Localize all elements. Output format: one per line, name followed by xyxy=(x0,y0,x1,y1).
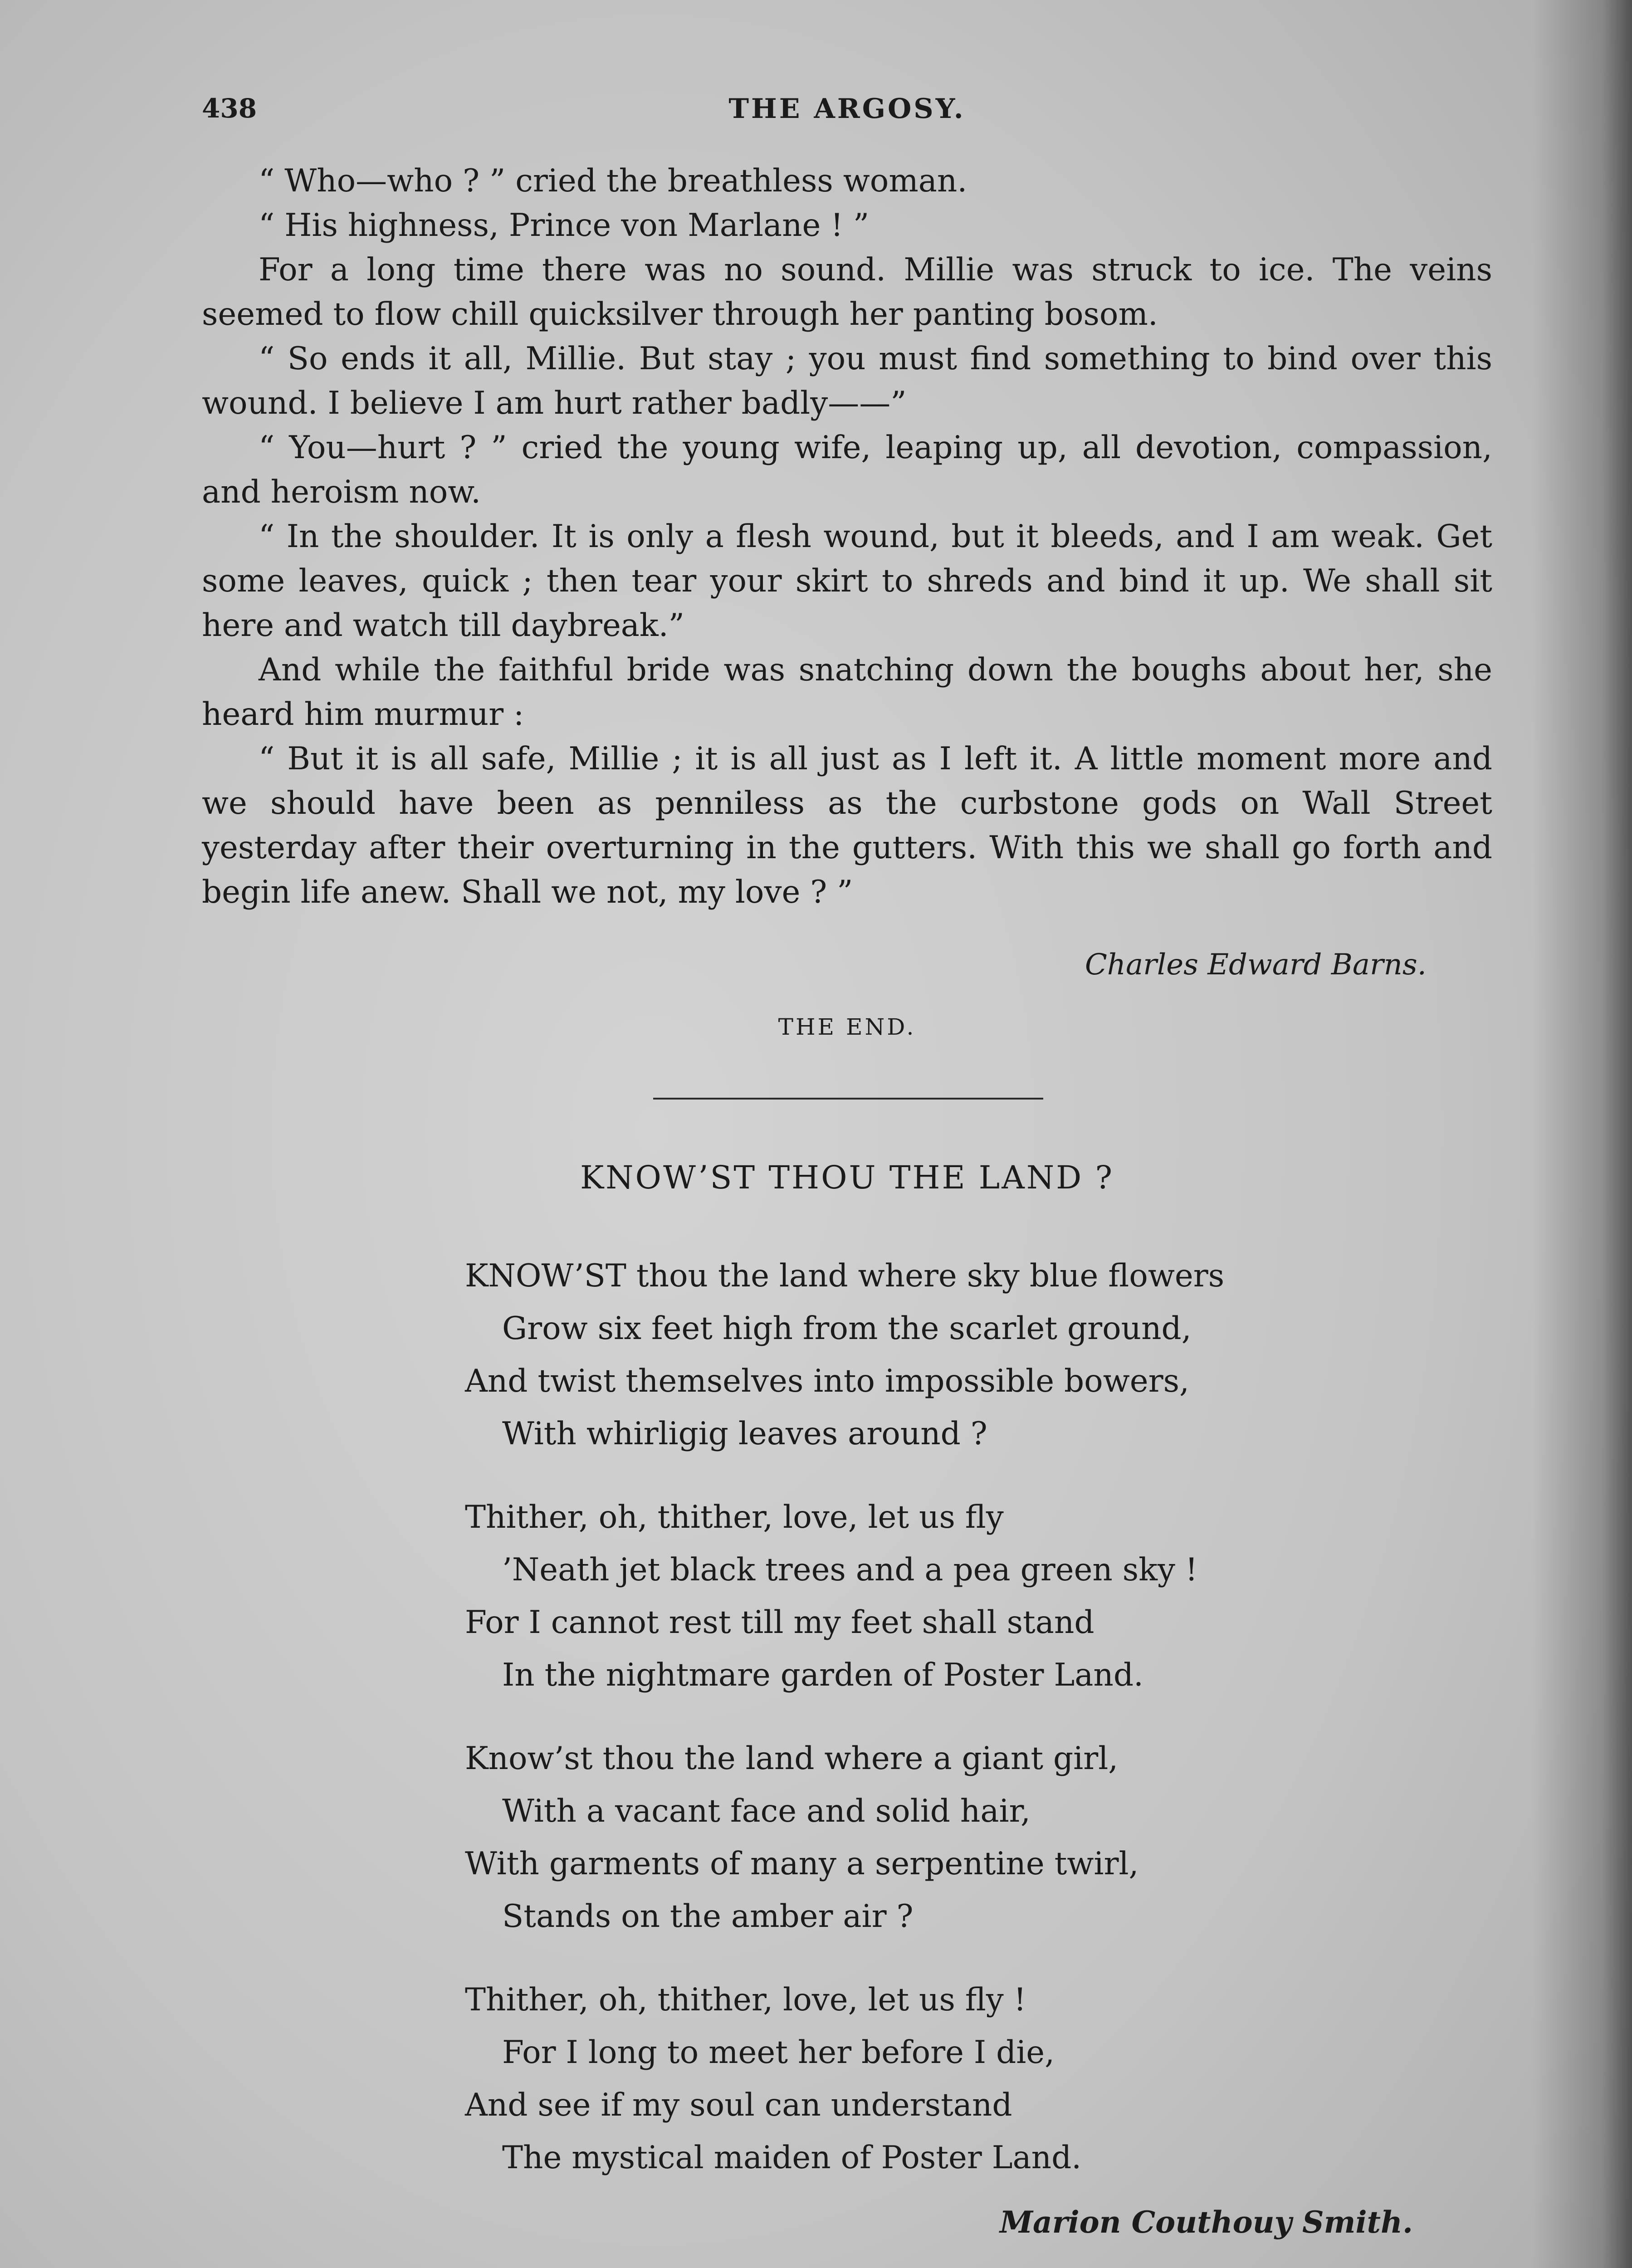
story-author: Charles Edward Barns. xyxy=(1085,948,1427,982)
poem-line: For I cannot rest till my feet shall stand xyxy=(465,1604,1095,1641)
poem-author: Marion Couthouy Smith. xyxy=(999,2204,1413,2240)
poem-line: For I long to meet her before I die, xyxy=(502,2034,1055,2071)
story-paragraph: “ Who—who ? ” cried the breathless woman. xyxy=(259,163,967,199)
story-paragraph: For a long time there was no sound. Millie was struck to ice. The veins seemed to flow chill quicksilver through her panting bosom. xyxy=(202,252,1492,332)
running-title: THE ARGOSY. xyxy=(728,93,966,125)
poem-line: The mystical maiden of Poster Land. xyxy=(502,2140,1082,2176)
poem-body xyxy=(465,1250,1417,2215)
story-paragraph: And while the faithful bride was snatching down the boughs about her, she heard him murmur : xyxy=(202,652,1492,733)
poem-line: Thither, oh, thither, love, let us fly ! xyxy=(465,1982,1026,2018)
poem-title: KNOW’ST THOU THE LAND ? xyxy=(580,1159,1114,1196)
story-text xyxy=(202,159,1492,914)
poem-line: Know’st thou the land where a giant girl, xyxy=(465,1740,1119,1777)
poem-line: With a vacant face and solid hair, xyxy=(502,1793,1031,1829)
story-paragraph: “ In the shoulder. It is only a flesh wound, but it bleeds, and I am weak. Get some leaves, quick ; then tear your skirt to shreds and bind it up. We shall sit here and watch till daybreak.” xyxy=(202,518,1492,644)
poem-line: Grow six feet high from the scarlet ground, xyxy=(502,1310,1192,1347)
story-paragraph: “ But it is all safe, Millie ; it is all just as I left it. A little moment more and we should have been as penniless as the curbstone gods on Wall Street yesterday after their overturning in the gutters. With this we shall go forth and begin life anew. Shall we not, my love ? ” xyxy=(202,741,1492,910)
poem-line: In the nightmare garden of Poster Land. xyxy=(502,1657,1143,1693)
page-header xyxy=(202,93,1492,134)
poem-stanza xyxy=(465,1491,1417,1701)
poem-line: And see if my soul can understand xyxy=(465,2087,1012,2123)
poem-line: ’Neath jet black trees and a pea green sky ! xyxy=(502,1552,1198,1588)
poem-line: With garments of many a serpentine twirl, xyxy=(465,1846,1139,1882)
poem-stanza xyxy=(465,1250,1417,1460)
story-paragraph: “ You—hurt ? ” cried the young wife, leaping up, all devotion, compassion, and heroism now. xyxy=(202,430,1492,510)
end-marker: THE END. xyxy=(778,1014,916,1040)
binding-shadow xyxy=(1532,0,1632,2268)
poem-stanza xyxy=(465,1732,1417,1943)
section-divider xyxy=(653,1098,1043,1100)
story-paragraph: “ So ends it all, Millie. But stay ; you must find something to bind over this wound. I believe I am hurt rather badly——” xyxy=(202,341,1492,421)
story-paragraph: “ His highness, Prince von Marlane ! ” xyxy=(259,207,870,244)
poem-line: With whirligig leaves around ? xyxy=(502,1416,987,1452)
poem-stanza xyxy=(465,1974,1417,2184)
poem-line: KNOW’ST thou the land where sky blue flowers xyxy=(465,1258,1225,1294)
page-number: 438 xyxy=(202,93,257,124)
poem-line: Stands on the amber air ? xyxy=(502,1898,914,1935)
poem-line: Thither, oh, thither, love, let us fly xyxy=(465,1499,1004,1535)
poem-line: And twist themselves into impossible bowers, xyxy=(465,1363,1189,1399)
